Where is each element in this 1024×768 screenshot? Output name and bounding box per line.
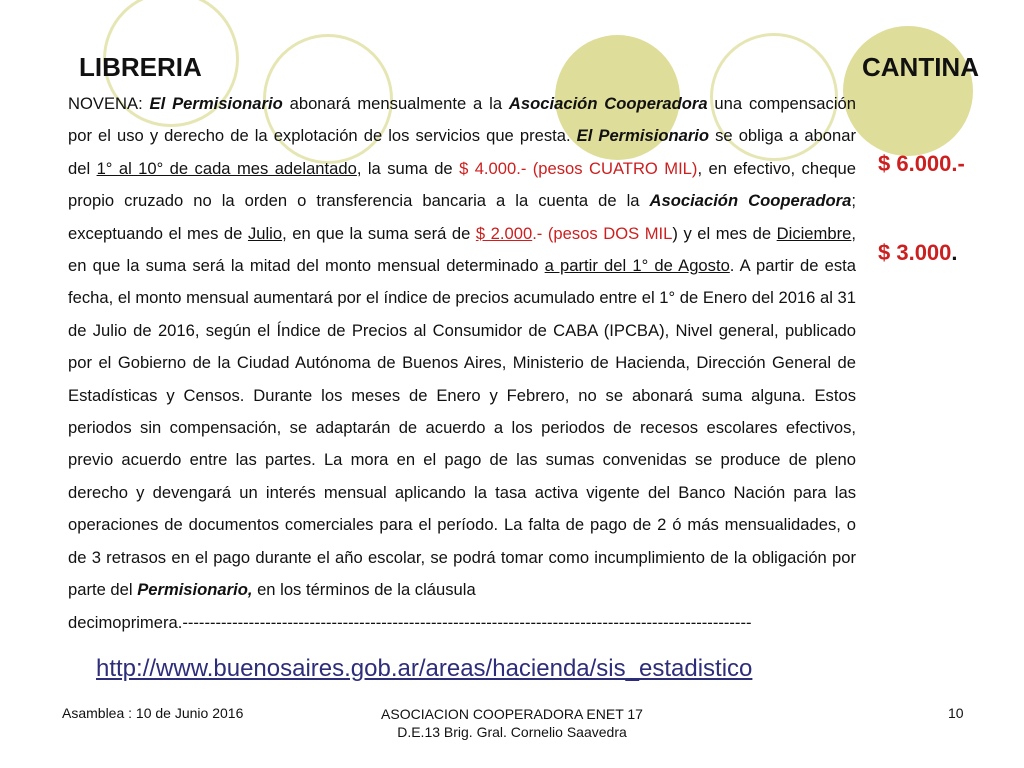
- amount-cantina-reduced: [878, 240, 958, 266]
- clause-underlined: Diciembre: [776, 223, 852, 243]
- clause-amount-libreria: $ 4.000.- (pesos CUATRO MIL): [459, 158, 698, 178]
- clause-emphasis: Asociación Cooperadora: [649, 191, 852, 211]
- footer-organization: [0, 705, 1024, 741]
- footer-date: Asamblea : 10 de Junio 2016: [62, 705, 244, 721]
- amount-cantina-reduced-suffix: .: [951, 240, 958, 265]
- clause-text: , en que la suma será de: [282, 223, 476, 243]
- clause-text: una compensación por el uso y derecho de la explotación de los servicios que presta.: [68, 94, 856, 146]
- clause-text: :: [138, 94, 150, 113]
- clause-text: , la suma de: [356, 158, 460, 178]
- statistics-link[interactable]: http://www.buenosaires.gob.ar/areas/hacienda/sis_estadistico: [96, 655, 753, 682]
- clause-underlined: a partir del 1° de Agosto: [544, 256, 730, 276]
- clause-text: . A partir de esta fecha, el monto mensual aumentará por el índice de precios acumulado entre el 1° de Enero del 2016 al 31 de Julio de 2016, según el Índice de Precios al Consumidor de CABA (IPCBA), Nivel general, publicado por el Gobierno de la Ciudad Autónoma de Buenos Aires, Ministerio de Hacienda, Dirección General de Estadísticas y Censos. Durante los meses de Enero y Febrero, no se abonará suma alguna. Estos periodos sin compensación, se adaptarán de acuerdo a los periodos de recesos escolares efectivos, previo acuerdo entre las partes. La mora en el pago de las sumas convenidas se produce de pleno derecho y devengará un interés mensual aplicando la tasa activa vigente del Banco Nación para las operaciones de documentos comerciales para el período. La falta de pago de 2 ó más mensualidades, o de 3 retrasos en el pago durante el año escolar, se podrá tomar como incumplimiento de la obligación por parte del: [68, 256, 856, 600]
- footer-organization-line2: D.E.13 Brig. Gral. Cornelio Saavedra: [397, 724, 627, 740]
- clause-text: ) y el mes de: [672, 223, 777, 243]
- clause-amount-reduced: $ 2.000: [475, 223, 533, 243]
- clause-emphasis: El Permisionario: [149, 94, 283, 113]
- clause-emphasis: Permisionario,: [137, 580, 253, 600]
- clause-text: en los términos de la cláusula: [252, 580, 476, 600]
- clause-text: , en que la suma será la mitad del monto mensual determinado: [68, 223, 856, 276]
- clause-body: [68, 88, 856, 639]
- page-number: 10: [948, 705, 964, 721]
- clause-ending: decimoprimera.-------------------------------------------------------------------------------------------------------: [68, 612, 752, 632]
- clause-emphasis: El Permisionario: [576, 126, 710, 146]
- clause-label: NOVENA: [68, 94, 139, 113]
- clause-emphasis: Asociación Cooperadora: [508, 94, 708, 113]
- amount-cantina-monthly: $ 6.000.-: [878, 151, 965, 176]
- clause-text: abonará mensualmente a la: [282, 94, 509, 113]
- clause-underlined: Julio: [247, 223, 283, 243]
- clause-text: ; exceptuando el mes de: [68, 191, 856, 243]
- decorative-circle-5: [843, 26, 973, 156]
- amount-cantina-reduced-value: $ 3.000: [878, 240, 952, 265]
- heading-libreria: LIBRERIA: [79, 52, 202, 82]
- footer-organization-line1: ASOCIACION COOPERADORA ENET 17: [381, 706, 643, 722]
- clause-text: , en efectivo, cheque propio cruzado no la orden o transferencia bancaria a la cuenta de la: [68, 158, 856, 211]
- clause-underlined: 1° al 10° de cada mes adelantado: [96, 158, 357, 178]
- heading-cantina: CANTINA: [862, 52, 979, 82]
- clause-text: se obliga a abonar del: [68, 126, 856, 178]
- clause-amount-reduced-text: .- (pesos DOS MIL: [532, 223, 673, 243]
